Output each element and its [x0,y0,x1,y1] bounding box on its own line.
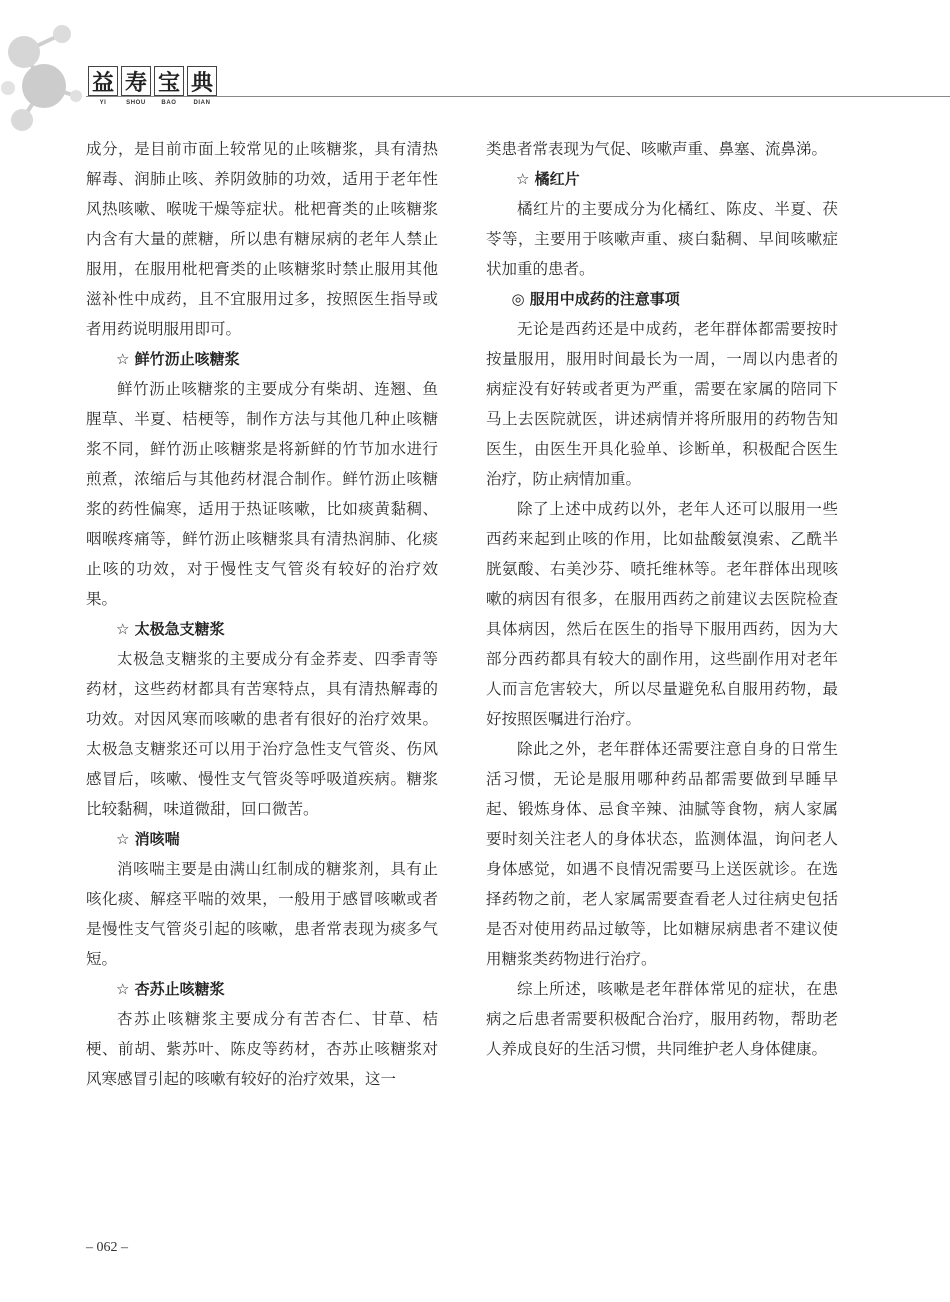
paragraph-xingsu: 杏苏止咳糖浆主要成分有苦杏仁、甘草、桔梗、前胡、紫苏叶、陈皮等药材，杏苏止咳糖浆对风寒感冒引起的咳嗽有较好的治疗效果，这一 [86,1010,438,1088]
page-number: – 062 – [86,1240,128,1255]
right-column [486,134,838,1064]
paragraph-precautions-2: 除了上述中成药以外，老年人还可以服用一些西药来起到止咳的作用，比如盐酸氨溴索、乙酰半胱氨酸、右美沙芬、喷托维林等。老年群体出现咳嗽的病因有很多，在服用西药之前建议去医院检查具体病因，然后在医生的指导下服用西药，因为大部分西药都具有较大的副作用，这些副作用对老年人而言危害较大，所以尽量避免私自服用药物，最好按照医嘱进行治疗。 [486,500,838,728]
pinyin-label: DIAN [193,100,211,106]
paragraph-continuation: 类患者常表现为气促、咳嗽声重、鼻塞、流鼻涕。 [486,140,828,158]
brand-char: 寿 [121,66,151,96]
pinyin-label: SHOU [126,100,146,106]
paragraph-intro: 成分，是目前市面上较常见的止咳糖浆，具有清热解毒、润肺止咳、养阴敛肺的功效，适用于老年性风热咳嗽、喉咙干燥等症状。枇杷膏类的止咳糖浆内含有大量的蔗糖，所以患有糖尿病的老年人禁止服用，在服用枇杷膏类的止咳糖浆时禁止服用其他滋补性中成药，且不宜服用过多，按照医生指导或者用药说明服用即可。 [86,140,438,338]
pinyin-label: YI [99,100,107,106]
brand-char: 典 [187,66,217,96]
heading-juhong: ☆ 橘红片 [516,170,580,188]
brand-char: 益 [88,66,118,96]
molecule-node [11,109,33,131]
heading-taiji: ☆ 太极急支糖浆 [116,620,225,638]
paragraph-precautions-3: 除此之外，老年群体还需要注意自身的日常生活习惯，无论是服用哪种药品都需要做到早睡早起、锻炼身体、忌食辛辣、油腻等食物，病人家属要时刻关注老人的身体状态，监测体温，询问老人身体感觉，如遇不良情况需要马上送医就诊。在选择药物之前，老人家属需要查看老人过往病史包括是否对使用药品过敏等，比如糖尿病患者不建议使用糖浆类药物进行治疗。 [486,740,838,968]
brand-logo [88,66,217,106]
brand-title [88,66,217,96]
molecule-node [1,81,15,95]
brand-char: 宝 [154,66,184,96]
paragraph-xiaokechuan: 消咳喘主要是由满山红制成的糖浆剂，具有止咳化痰、解痉平喘的效果，一般用于感冒咳嗽或者是慢性支气管炎引起的咳嗽，患者常表现为痰多气短。 [86,860,438,968]
molecule-node [53,25,71,43]
molecule-node [70,90,82,102]
pinyin-label: BAO [161,100,177,106]
paragraph-precautions-1: 无论是西药还是中成药，老年群体都需要按时按量服用，服用时间最长为一周，一周以内患者的病症没有好转或者更为严重，需要在家属的陪同下马上去医院就医，讲述病情并将所服用的药物告知医生，由医生开具化验单、诊断单，积极配合医生治疗，防止病情加重。 [486,320,838,488]
paragraph-xianzhuli: 鲜竹沥止咳糖浆的主要成分有柴胡、连翘、鱼腥草、半夏、桔梗等，制作方法与其他几种止咳糖浆不同，鲜竹沥止咳糖浆是将新鲜的竹节加水进行煎煮，浓缩后与其他药材混合制作。鲜竹沥止咳糖浆的药性偏寒，适用于热证咳嗽，比如痰黄黏稠、咽喉疼痛等，鲜竹沥止咳糖浆具有清热润肺、化痰止咳的功效，对于慢性支气管炎有较好的治疗效果。 [86,380,438,608]
molecule-node [22,64,66,108]
heading-xingsu: ☆ 杏苏止咳糖浆 [116,980,225,998]
section-heading-precautions: ◎ 服用中成药的注意事项 [511,290,680,308]
molecule-node [8,36,40,68]
heading-xianzhuli: ☆ 鲜竹沥止咳糖浆 [116,350,240,368]
paragraph-taiji: 太极急支糖浆的主要成分有金荞麦、四季青等药材，这些药材都具有苦寒特点，具有清热解毒的功效。对因风寒而咳嗽的患者有很好的治疗效果。太极急支糖浆还可以用于治疗急性支气管炎、伤风感冒后，咳嗽、慢性支气管炎等呼吸道疾病。糖浆比较黏稠，味道微甜，回口微苦。 [86,650,438,818]
heading-xiaokechuan: ☆ 消咳喘 [116,830,180,848]
paragraph-summary: 综上所述，咳嗽是老年群体常见的症状，在患病之后患者需要积极配合治疗，服用药物，帮助老人养成良好的生活习惯，共同维护老人身体健康。 [486,980,838,1058]
brand-pinyin [88,100,217,106]
left-column [86,134,438,1094]
paragraph-juhong: 橘红片的主要成分为化橘红、陈皮、半夏、茯苓等，主要用于咳嗽声重、痰白黏稠、早间咳嗽症状加重的患者。 [486,200,838,278]
